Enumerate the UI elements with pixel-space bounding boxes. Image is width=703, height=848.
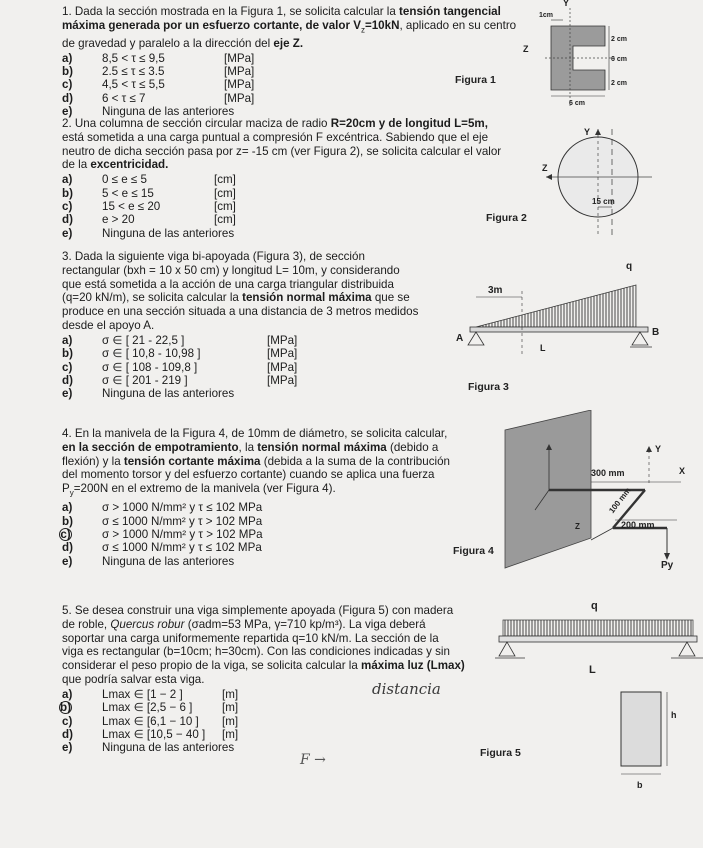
q4-options xyxy=(62,501,502,568)
q3-stem: 3. Dada la siguiente viga bi-apoyada (Figura 3), de sección rectangular (bxh = 10 x 50 cm) y longitud L= 10m, y considerando que está sometida a la acción de una carga triangular distribuida (q=20 kN/m), se solicita calcular la tensión normal máxima que se produce en una sección situada a una distancia de 3 metros medidos desde el apoyo A. xyxy=(62,250,419,332)
fig4-axis-y: Y xyxy=(655,444,662,454)
fig3-q: q xyxy=(626,261,633,272)
q4-option-a[interactable]: a) σ > 1000 N/mm² y τ ≤ 102 MPa xyxy=(62,501,263,515)
support-right xyxy=(679,642,695,656)
fig1-dim-right-mid: 6 cm xyxy=(611,56,627,63)
q2-option-d[interactable]: d) e > 20 [cm] xyxy=(62,213,236,227)
fig4-axis-x: X xyxy=(679,466,686,476)
q1-option-b[interactable]: b) 2.5 ≤ τ ≤ 3.5 [MPa] xyxy=(62,65,255,79)
q1-option-d[interactable]: d) 6 < τ ≤ 7 [MPa] xyxy=(62,91,255,105)
q2-option-a[interactable]: a) 0 ≤ e ≤ 5 [cm] xyxy=(62,173,236,187)
fig1-axis-y: Y xyxy=(563,0,570,8)
q2-stem: 2. Una columna de sección circular maciza de radio R=20cm y de longitud L=5m, está sometida a una carga puntual a compresión F excéntrica. Sabiendo que el eje neutro de dicha sección pasa por z= -15 cm (ver Figura 2), se solicita calcular el valor de la excentricidad. xyxy=(62,117,502,172)
q4-stem: 4. En la manivela de la Figura 4, de 10mm de diámetro, se solicita calcular, en la sección de empotramiento, la tensión normal máxima (debido a flexión) y la tensión cortante máxima (debida a la suma de la contribución del momento torsor y del esfuerzo cortante) cuando se aplica una fuerza $P_y=200N$ en el extremo de la manivela (ver Figura 4). xyxy=(62,427,450,498)
handwritten-scribble: F → xyxy=(300,752,326,768)
q3-option-e[interactable]: e) Ninguna de las anteriores xyxy=(62,387,235,401)
figure-4-label: Figura 4 xyxy=(453,545,494,557)
fig1-dim-right-top: 2 cm xyxy=(611,36,627,43)
figure-4 xyxy=(495,410,700,585)
fig3-dist: 3m xyxy=(488,285,503,296)
q3-option-b[interactable]: b) σ ∈ [ 10,8 - 10,98 ] [MPa] xyxy=(62,347,298,361)
fig4-load-py: Py xyxy=(661,560,674,571)
uniform-load xyxy=(503,620,693,636)
figure-5 xyxy=(495,600,703,815)
figure-3-label: Figura 3 xyxy=(468,381,509,393)
fig2-axis-y: Y xyxy=(584,127,591,137)
handwritten-note: distancia xyxy=(372,680,441,698)
fig1-dim-top: 1cm xyxy=(539,12,554,19)
q5-option-c[interactable]: c) Lmax ∈ [6,1 − 10 ] [m] xyxy=(62,714,239,728)
beam xyxy=(470,327,648,332)
fig4-dim-100: 100 mm xyxy=(607,485,633,516)
q1-option-e[interactable]: e) Ninguna de las anteriores xyxy=(62,105,235,119)
question-2 xyxy=(62,117,542,240)
fig5-q: q xyxy=(591,600,598,612)
fig5-length: L xyxy=(589,664,596,676)
question-1 xyxy=(62,5,532,119)
fig1-dim-right-bot: 2 cm xyxy=(611,80,627,87)
figure-2-circle-drawing xyxy=(540,125,660,240)
beam-5 xyxy=(499,636,697,642)
figure-1-label: Figura 1 xyxy=(455,74,496,86)
figure-4-crank-drawing xyxy=(495,410,700,585)
question-5 xyxy=(62,604,512,755)
q3-option-a[interactable]: a) σ ∈ [ 21 - 22,5 ] [MPa] xyxy=(62,333,298,347)
fig3-support-b: B xyxy=(652,327,660,338)
q3-option-c[interactable]: c) σ ∈ [ 108 - 109,8 ] [MPa] xyxy=(62,360,298,374)
q3-options xyxy=(62,334,442,401)
figure-3 xyxy=(440,255,700,365)
fig5-b: b xyxy=(637,780,643,790)
figure-2 xyxy=(540,125,660,240)
fig3-length: L xyxy=(540,343,546,353)
fig4-dim-200: 200 mm xyxy=(621,520,655,530)
fig4-axis-z: Z xyxy=(575,522,580,531)
fig2-axis-z: Z xyxy=(542,163,548,173)
figure-2-label: Figura 2 xyxy=(486,212,527,224)
q3-option-d[interactable]: d) σ ∈ [ 201 - 219 ] [MPa] xyxy=(62,373,298,387)
question-3 xyxy=(62,250,442,401)
q2-options xyxy=(62,173,542,240)
support-a xyxy=(468,332,484,345)
figure-1 xyxy=(515,0,635,118)
support-left xyxy=(499,642,515,656)
q5-option-b[interactable]: b) Lmax ∈ [2,5 − 6 ] [m] xyxy=(60,701,239,715)
q4-option-c[interactable]: c) σ > 1000 N/mm² y τ > 102 MPa xyxy=(60,528,263,542)
q1-option-c[interactable]: c) 4,5 < τ ≤ 5,5 [MPa] xyxy=(62,78,255,92)
figure-5-label: Figura 5 xyxy=(480,747,521,759)
q1-option-a[interactable]: a) 8,5 < τ ≤ 9,5 [MPa] xyxy=(62,51,255,65)
q2-option-e[interactable]: e) Ninguna de las anteriores xyxy=(62,226,235,240)
q5-stem: 5. Se desea construir una viga simplemente apoyada (Figura 5) con madera de roble, Quercus robur (σadm=53 MPa, γ=710 kp/m³). La viga deberá soportar una carga uniformemente repartida q=10 kN/m. La sección de la viga es rectangular (b=10cm; h=30cm). Con las condiciones indicadas y sin considerar el peso propio de la viga, se solicita calcular la máxima luz (Lmax) que podría salvar esta viga. xyxy=(62,604,465,686)
q4-option-e[interactable]: e) Ninguna de las anteriores xyxy=(62,554,235,568)
figure-5-beam-drawing xyxy=(495,600,703,815)
q2-option-b[interactable]: b) 5 < e ≤ 15 [cm] xyxy=(62,186,236,200)
fig1-dim-bottom: 6 cm xyxy=(569,100,585,107)
q4-option-d[interactable]: d) σ ≤ 1000 N/mm² y τ ≤ 102 MPa xyxy=(62,541,262,555)
q5-option-e[interactable]: e) Ninguna de las anteriores xyxy=(62,741,235,755)
fig2-dim: 15 cm xyxy=(592,197,615,206)
figure-3-beam-drawing xyxy=(440,255,700,365)
fig1-axis-z: Z xyxy=(523,44,529,54)
q2-option-c[interactable]: c) 15 < e ≤ 20 [cm] xyxy=(62,199,236,213)
q5-options xyxy=(62,688,512,755)
fig5-h: h xyxy=(671,710,677,720)
q5-option-d[interactable]: d) Lmax ∈ [10,5 − 40 ] [m] xyxy=(62,727,239,741)
q4-option-b[interactable]: b) σ ≤ 1000 N/mm² y τ > 102 MPa xyxy=(62,514,263,528)
fig4-dim-300: 300 mm xyxy=(591,468,625,478)
support-b xyxy=(632,332,648,345)
fig3-support-a: A xyxy=(456,333,464,344)
cross-section xyxy=(621,692,661,766)
q1-stem: 1. Dada la sección mostrada en la Figura 1, se solicita calcular la tensión tangencial máxima generada por un esfuerzo cortante, de valor $V_z=10kN$, aplicado en su centro de gravedad y paralelo a la dirección del eje Z. xyxy=(62,5,517,50)
q5-option-a[interactable]: a) Lmax ∈ [1 − 2 ] [m] xyxy=(62,687,239,701)
question-4 xyxy=(62,427,502,568)
